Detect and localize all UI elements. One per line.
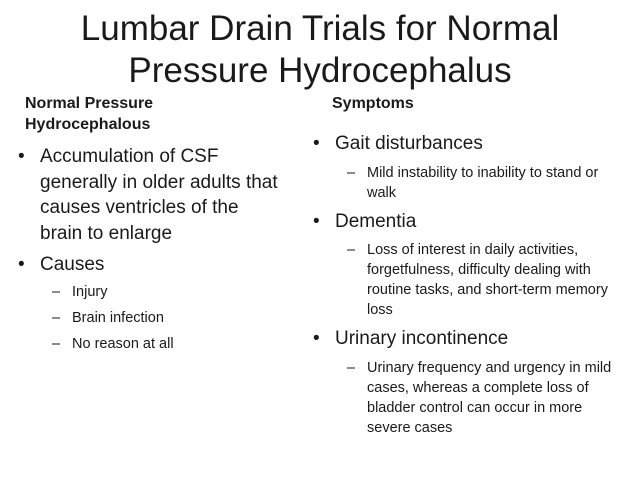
bullet-item (18, 144, 278, 246)
sub-bullet-item: – Loss of interest in daily activities, forgetfulness, difficulty dealing with routine tasks, and short-term memory loss (335, 240, 628, 320)
bullet-item (313, 326, 628, 438)
bullet-text: Urinary incontinence (335, 328, 509, 349)
bullet-item (18, 252, 278, 354)
right-bullet-list (313, 131, 628, 444)
sub-bullet-item: – Mild instability to inability to stand or walk (335, 163, 628, 203)
sub-bullet-item: – No reason at all (40, 334, 278, 354)
left-column-heading (25, 93, 265, 135)
sub-bullet-list (335, 163, 628, 203)
sub-bullet-list (40, 282, 278, 354)
sub-bullet-item: – Urinary frequency and urgency in mild cases, whereas a complete loss of bladder control can occur in more severe cases (335, 358, 628, 438)
sub-bullet-list (335, 240, 628, 320)
bullet-item (313, 209, 628, 321)
bullet-text: Dementia (335, 210, 417, 232)
left-bullet-list (18, 144, 278, 360)
bullet-item (313, 131, 628, 203)
sub-bullet-item: – Brain infection (40, 308, 278, 328)
sub-bullet-list (335, 358, 628, 438)
left-heading-line-1: Normal Pressure (25, 95, 154, 112)
bullet-text: Causes (40, 254, 105, 275)
left-heading-line-2: Hydrocephalous (25, 116, 151, 133)
slide-title: Lumbar Drain Trials for Normal Pressure Hydrocephalus (80, 9, 560, 90)
bullet-text: Accumulation of CSF generally in older adults that causes ventricles of the brain to enlarge (40, 146, 278, 244)
sub-bullet-item: – Injury (40, 282, 278, 302)
bullet-text: Gait disturbances (335, 133, 483, 154)
right-column-heading: Symptoms (332, 95, 414, 112)
